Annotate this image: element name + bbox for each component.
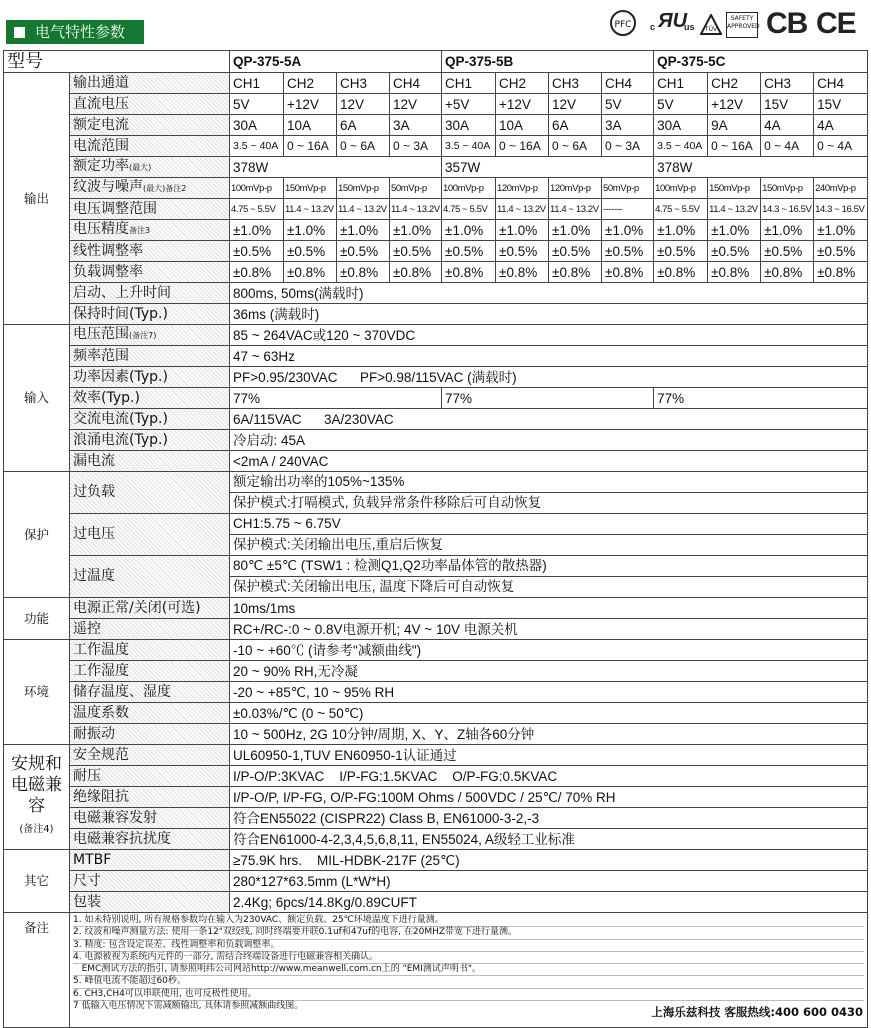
section-title: 电气特性参数 [35, 23, 126, 41]
row-rated-power [4, 157, 868, 178]
row-power-good [4, 598, 868, 619]
cell: ±0.8% [284, 262, 337, 283]
cell: 0 ~ 6A [337, 136, 390, 157]
group-other: 其它 [4, 850, 70, 913]
cell: 11.4 ~ 13.2V [337, 199, 390, 220]
cell: 10ms/1ms [230, 598, 868, 619]
cell: 符合EN61000-4-2,3,4,5,6,8,11, EN55024, A级轻工业标准 [230, 829, 868, 850]
cell: 120mVp-p [496, 178, 549, 199]
label-sub: (最大)备注2 [143, 184, 187, 193]
cell: 0 ~ 6A [549, 136, 602, 157]
note-line: 4. 电源被视为系统内元件的一部分, 需结合终端设备进行电磁兼容相关确认。 [73, 952, 864, 964]
cell: ±0.8% [761, 262, 814, 283]
cell: 3.5 ~ 40A [654, 136, 708, 157]
line: 80℃ ±5℃ (TSW1 : 检测Q1,Q2功率晶体管的散热器) [233, 558, 547, 573]
safety-approved-logo: SAFETY APPROVED [726, 12, 758, 38]
cell: 12V [390, 94, 442, 115]
group-safety-note: (备注4) [19, 824, 54, 835]
row-leakage [4, 451, 868, 472]
cell: +12V [496, 94, 549, 115]
cell: 6A/115VAC 3A/230VAC [230, 409, 868, 430]
cell: 6A [337, 115, 390, 136]
cell: ±0.5% [761, 241, 814, 262]
cell: 3A [602, 115, 654, 136]
cb-logo: CB [766, 7, 808, 40]
cell: 77% [654, 388, 868, 409]
cell: 符合EN55022 (CISPR22) Class B, EN61000-3-2,-3 [230, 808, 868, 829]
group-safety-label: 安规和电磁兼容 [11, 754, 62, 816]
cell: 150mVp-p [337, 178, 390, 199]
cell: 15V [814, 94, 868, 115]
cell: 6A [549, 115, 602, 136]
cell: 14.3 ~ 16.5V [761, 199, 814, 220]
cell: 11.4 ~ 13.2V [284, 199, 337, 220]
row-emc-immunity [4, 829, 868, 850]
cell: CH4 [390, 73, 442, 94]
cell: 4A [761, 115, 814, 136]
cell: 12V [337, 94, 390, 115]
note-line: 1. 如未特别说明, 所有规格参数均在输入为230VAC、额定负载、25℃环境温度下进行量测。 [73, 915, 864, 927]
group-function: 功能 [4, 598, 70, 640]
cell: ±0.5% [230, 241, 284, 262]
cell: 0 ~ 16A [496, 136, 549, 157]
cell: 30A [654, 115, 708, 136]
row-line-regulation [4, 241, 868, 262]
row-isolation [4, 787, 868, 808]
cell: +12V [284, 94, 337, 115]
cell: ±0.8% [708, 262, 761, 283]
label-load-reg: 负载调整率 [70, 262, 230, 283]
cell: PF>0.95/230VAC PF>0.98/115VAC (满载时) [230, 367, 868, 388]
row-setup-time [4, 283, 868, 304]
cell: UL60950-1,TUV EN60950-1认证通过 [230, 745, 868, 766]
cell: 3.5 ~ 40A [230, 136, 284, 157]
row-frequency [4, 346, 868, 367]
cell: ±0.8% [549, 262, 602, 283]
cell: I/P-O/P, I/P-FG, O/P-FG:100M Ohms / 500VDC / 25℃/ 70% RH [230, 787, 868, 808]
cell: -10 ~ +60℃ (请参考"减额曲线") [230, 640, 868, 661]
line: 保护模式:打嗝模式, 负载异常条件移除后可自动恢复 [230, 492, 867, 513]
cell: I/P-O/P:3KVAC I/P-FG:1.5KVAC O/P-FG:0.5KVAC [230, 766, 868, 787]
cell: ±1.0% [654, 220, 708, 241]
label-coef: 温度系数 [70, 703, 230, 724]
cell: 280*127*63.5mm (L*W*H) [230, 871, 868, 892]
row-ac-current [4, 409, 868, 430]
tuv-triangle-icon [700, 14, 722, 36]
cell: ±0.5% [284, 241, 337, 262]
label-remote: 遥控 [70, 619, 230, 640]
cell: -20 ~ +85℃, 10 ~ 95% RH [230, 682, 868, 703]
cell [230, 556, 868, 598]
cell: 0 ~ 16A [708, 136, 761, 157]
cell: 11.4 ~ 13.2V [496, 199, 549, 220]
cell: 4.75 ~ 5.5V [230, 199, 284, 220]
group-input: 输入 [4, 325, 70, 472]
label-text: 额定功率 [73, 158, 129, 174]
row-withstand [4, 766, 868, 787]
row-dc-voltage [4, 94, 868, 115]
line: 保护模式:关闭输出电压,重启后恢复 [230, 534, 867, 555]
label-isolation: 绝缘阻抗 [70, 787, 230, 808]
note-line: 5. 峰值电流不能超过60秒。 [73, 976, 864, 988]
cell: ±1.0% [602, 220, 654, 241]
cell: ±1.0% [496, 220, 549, 241]
cell: 20 ~ 90% RH,无冷凝 [230, 661, 868, 682]
cell [230, 514, 868, 556]
row-safety-standards [4, 745, 868, 766]
cell: 3A [390, 115, 442, 136]
label-inrush: 浪涌电流(Typ.) [70, 430, 230, 451]
label-sub: 备注3 [129, 226, 151, 235]
cell: 9A [708, 115, 761, 136]
cell: <2mA / 240VAC [230, 451, 868, 472]
label-emc-emission: 电磁兼容发射 [70, 808, 230, 829]
row-vibration [4, 724, 868, 745]
cell: 0 ~ 4A [761, 136, 814, 157]
cell: 4.75 ~ 5.5V [442, 199, 496, 220]
cell: 100mVp-p [230, 178, 284, 199]
cell: 11.4 ~ 13.2V [390, 199, 442, 220]
model-row [4, 51, 868, 73]
label-vibration: 耐振动 [70, 724, 230, 745]
label-size: 尺寸 [70, 871, 230, 892]
row-humidity [4, 661, 868, 682]
cell: ±0.5% [496, 241, 549, 262]
cell: ±1.0% [230, 220, 284, 241]
cell: ±0.8% [442, 262, 496, 283]
row-temp-coef [4, 703, 868, 724]
label-eff: 效率(Typ.) [70, 388, 230, 409]
cell: ±0.5% [708, 241, 761, 262]
model-c: QP-375-5C [654, 51, 868, 73]
row-efficiency [4, 388, 868, 409]
label-text: 纹波与噪声 [73, 179, 143, 195]
row-accuracy [4, 220, 868, 241]
tuv-label: TÜV [704, 26, 718, 33]
cell: ±1.0% [284, 220, 337, 241]
label-pf: 功率因素(Typ.) [70, 367, 230, 388]
cell: 10A [496, 115, 549, 136]
row-overload [4, 472, 868, 514]
label-overvoltage: 过电压 [70, 514, 230, 556]
label-vadj: 电压调整范围 [70, 199, 230, 220]
note-line: 7 低输入电压情况下需减额输出, 具体请参照减额曲线图。 [73, 1001, 304, 1012]
row-emc-emission [4, 808, 868, 829]
spec-table [3, 50, 868, 1028]
cell: 10 ~ 500Hz, 2G 10分钟/周期, X、Y、Z轴各60分钟 [230, 724, 868, 745]
cell: ±0.5% [442, 241, 496, 262]
cell: 12V [549, 94, 602, 115]
cell: 47 ~ 63Hz [230, 346, 868, 367]
cell: CH2 [708, 73, 761, 94]
cell: CH1 [442, 73, 496, 94]
cell: ±0.5% [337, 241, 390, 262]
label-overload: 过负载 [70, 472, 230, 514]
cell: 50mVp-p [390, 178, 442, 199]
cell: 120mVp-p [549, 178, 602, 199]
cell: ±1.0% [390, 220, 442, 241]
cell: 100mVp-p [442, 178, 496, 199]
label-storage: 储存温度、湿度 [70, 682, 230, 703]
line: CH1:5.75 ~ 6.75V [233, 516, 341, 531]
label-mtbf: MTBF [70, 850, 230, 871]
row-power-factor [4, 367, 868, 388]
certification-logos [610, 8, 868, 40]
cell: ±0.5% [549, 241, 602, 262]
cell: 14.3 ~ 16.5V [814, 199, 868, 220]
ul-c-mark: c [650, 22, 656, 32]
note-line: 6. CH3,CH4可以串联使用, 也可反极性使用。 [73, 989, 864, 1001]
cell: 150mVp-p [284, 178, 337, 199]
cell: CH3 [549, 73, 602, 94]
cell: ±1.0% [814, 220, 868, 241]
cell: 357W [442, 157, 654, 178]
cell: CH1 [230, 73, 284, 94]
cell: CH2 [496, 73, 549, 94]
label-dc-voltage: 直流电压 [70, 94, 230, 115]
label-accuracy [70, 220, 230, 241]
ul-logo: ЯU [658, 10, 688, 32]
cell: ±0.5% [602, 241, 654, 262]
section-title-badge [6, 20, 144, 44]
cell: ±0.8% [390, 262, 442, 283]
cell: 85 ~ 264VAC或120 ~ 370VDC [230, 325, 868, 346]
cell: ±1.0% [442, 220, 496, 241]
label-ripple [70, 178, 230, 199]
ce-logo: CE [816, 7, 856, 40]
cell: 3.5 ~ 40A [442, 136, 496, 157]
cell: CH3 [337, 73, 390, 94]
row-remote [4, 619, 868, 640]
cell: ±0.5% [390, 241, 442, 262]
row-mtbf [4, 850, 868, 871]
label-temp: 工作温度 [70, 640, 230, 661]
cell: ±1.0% [549, 220, 602, 241]
row-overvoltage [4, 514, 868, 556]
line: 保护模式:关闭输出电压, 温度下降后可自动恢复 [230, 576, 867, 597]
line: 额定输出功率的105%~135% [233, 474, 405, 489]
label-text: 电压范围 [73, 326, 129, 342]
group-safety [4, 745, 70, 850]
cell: 50mVp-p [602, 178, 654, 199]
cell: 5V [602, 94, 654, 115]
cell: ≥75.9K hrs. MIL-HDBK-217F (25℃) [230, 850, 868, 871]
cell: ±0.8% [230, 262, 284, 283]
cell: 150mVp-p [708, 178, 761, 199]
cell: 77% [442, 388, 654, 409]
cell: ±1.0% [337, 220, 390, 241]
cell: 5V [654, 94, 708, 115]
cell: CH2 [284, 73, 337, 94]
row-inrush [4, 430, 868, 451]
cell: 378W [654, 157, 868, 178]
label-emc-immunity: 电磁兼容抗扰度 [70, 829, 230, 850]
note-line: EMC测试方法的指引, 请参照明纬公司网站http://www.meanwell.com.cn上的 "EMI测试声明书"。 [73, 964, 864, 976]
cell: 5V [230, 94, 284, 115]
row-voltage-range [4, 325, 868, 346]
cell: 30A [442, 115, 496, 136]
group-notes: 备注 [4, 913, 70, 1028]
cell: ±0.8% [496, 262, 549, 283]
cell: 4.75 ~ 5.5V [654, 199, 708, 220]
cell: 0 ~ 4A [814, 136, 868, 157]
cell: 冷启动: 45A [230, 430, 868, 451]
row-hold-time [4, 304, 868, 325]
model-label: 型号 [4, 51, 230, 73]
pfc-logo: PFC [610, 10, 636, 36]
label-sub: (备注7) [129, 331, 157, 340]
label-ac-current: 交流电流(Typ.) [70, 409, 230, 430]
row-size [4, 871, 868, 892]
label-humidity: 工作湿度 [70, 661, 230, 682]
cell: CH4 [814, 73, 868, 94]
cell: ±0.03%/℃ (0 ~ 50℃) [230, 703, 868, 724]
label-pg: 电源正常/关闭(可选) [70, 598, 230, 619]
row-packing [4, 892, 868, 913]
label-sub: (最大) [129, 163, 152, 172]
row-storage [4, 682, 868, 703]
note-line: 3. 精度: 包含设定误差、线性调整率和负载调整率。 [73, 940, 864, 952]
model-b: QP-375-5B [442, 51, 654, 73]
row-overtemp [4, 556, 868, 598]
row-load-regulation [4, 262, 868, 283]
cell: 4A [814, 115, 868, 136]
label-packing: 包装 [70, 892, 230, 913]
label-withstand: 耐压 [70, 766, 230, 787]
cell: RC+/RC-:0 ~ 0.8V电源开机; 4V ~ 10V 电源关机 [230, 619, 868, 640]
label-text: 电压精度 [73, 221, 129, 237]
label-line-reg: 线性调整率 [70, 241, 230, 262]
label-leakage: 漏电流 [70, 451, 230, 472]
label-rated-power [70, 157, 230, 178]
row-work-temp [4, 640, 868, 661]
cell: +12V [708, 94, 761, 115]
cell: 77% [230, 388, 442, 409]
label-current-range: 电流范围 [70, 136, 230, 157]
cell: ±1.0% [761, 220, 814, 241]
cell: 11.4 ~ 13.2V [549, 199, 602, 220]
cell: 10A [284, 115, 337, 136]
cell: ±0.8% [654, 262, 708, 283]
cell: ±0.8% [814, 262, 868, 283]
label-setup: 启动、上升时间 [70, 283, 230, 304]
cell: 2.4Kg; 6pcs/14.8Kg/0.89CUFT [230, 892, 868, 913]
cell: 378W [230, 157, 442, 178]
cell: +5V [442, 94, 496, 115]
group-environment: 环境 [4, 640, 70, 745]
label-hold: 保持时间(Typ.) [70, 304, 230, 325]
cell: ±1.0% [708, 220, 761, 241]
cell: ±0.5% [814, 241, 868, 262]
cell: 150mVp-p [761, 178, 814, 199]
cell: 800ms, 50ms(满载时) [230, 283, 868, 304]
cell: 240mVp-p [814, 178, 868, 199]
row-channels [4, 73, 868, 94]
cell: ------- [602, 199, 654, 220]
cell: 11.4 ~ 13.2V [708, 199, 761, 220]
ul-us-mark: us [684, 22, 695, 32]
cell: 30A [230, 115, 284, 136]
label-vrange [70, 325, 230, 346]
group-protection: 保护 [4, 472, 70, 598]
model-a: QP-375-5A [230, 51, 442, 73]
cell: 0 ~ 3A [602, 136, 654, 157]
group-output: 输出 [4, 73, 70, 325]
cell: 15V [761, 94, 814, 115]
row-current-range [4, 136, 868, 157]
label-overtemp: 过温度 [70, 556, 230, 598]
label-freq: 频率范围 [70, 346, 230, 367]
note-line: 2. 纹波和噪声测量方法: 使用一条12"双绞线, 同时终端要并联0.1uf和47uf的电容, 在20MHZ带宽下进行量测。 [73, 927, 864, 939]
cell: ±0.5% [654, 241, 708, 262]
row-vadj [4, 199, 868, 220]
cell: CH4 [602, 73, 654, 94]
cell: 36ms (满载时) [230, 304, 868, 325]
cell: 0 ~ 16A [284, 136, 337, 157]
row-ripple [4, 178, 868, 199]
cell [230, 472, 868, 514]
cell: ±0.8% [602, 262, 654, 283]
footer-contact: 上海乐兹科技 客服热线:400 600 0430 [651, 1005, 863, 1019]
cell: 0 ~ 3A [390, 136, 442, 157]
row-rated-current [4, 115, 868, 136]
label-standards: 安全规范 [70, 745, 230, 766]
label-channels: 输出通道 [70, 73, 230, 94]
cell: 100mVp-p [654, 178, 708, 199]
cell: CH1 [654, 73, 708, 94]
square-icon [14, 27, 25, 38]
label-rated-current: 额定电流 [70, 115, 230, 136]
cell: CH3 [761, 73, 814, 94]
cell: ±0.8% [337, 262, 390, 283]
